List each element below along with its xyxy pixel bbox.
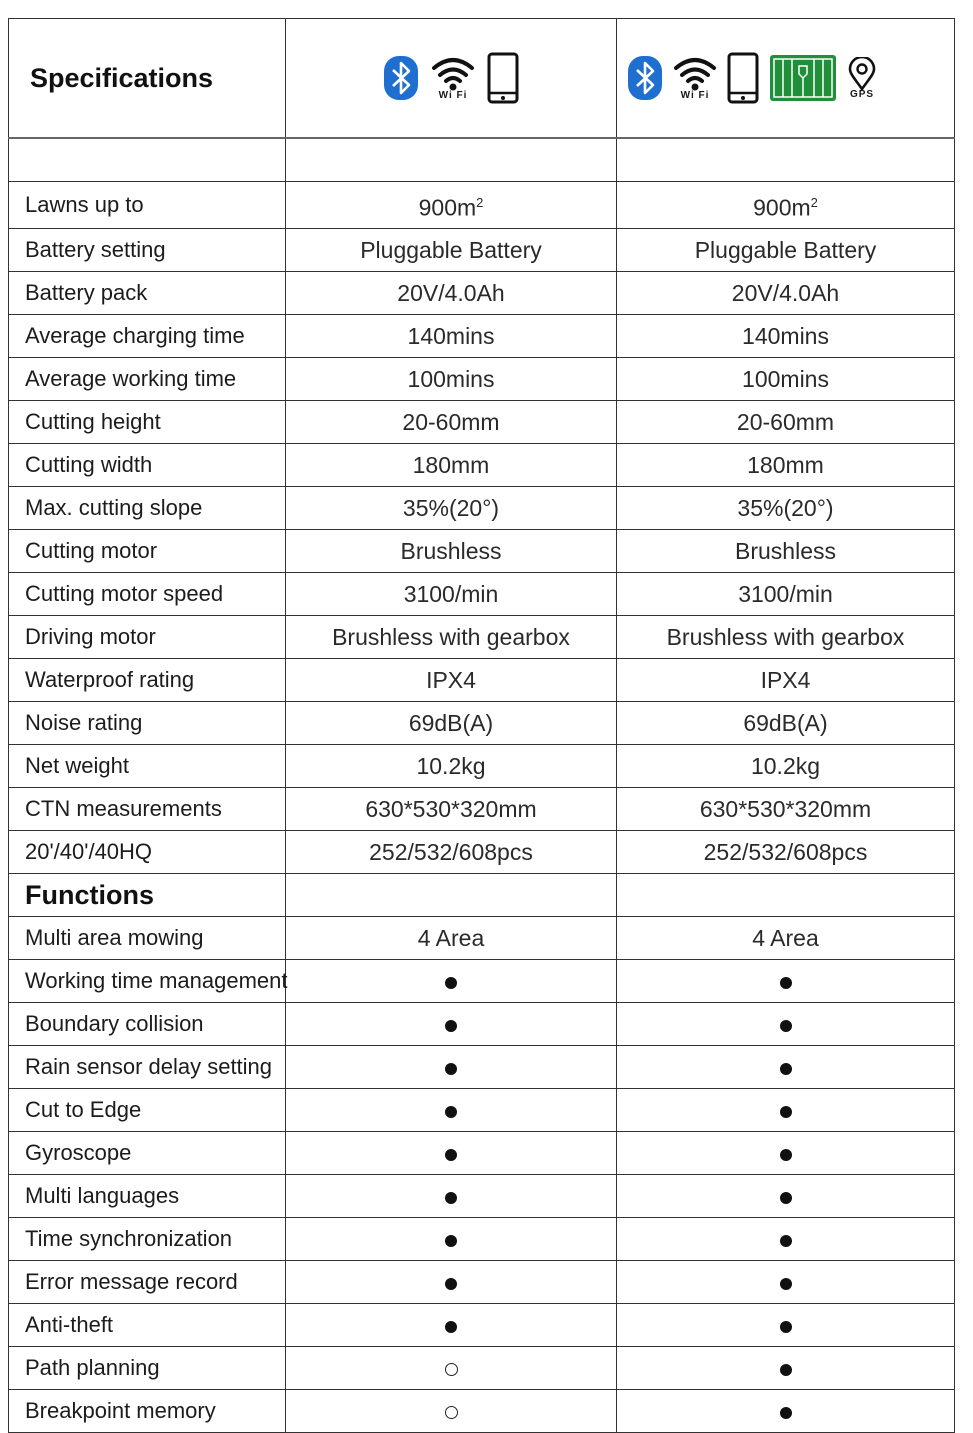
spec-label-text: Lawns up to xyxy=(25,191,144,217)
function-label-text: Gyroscope xyxy=(25,1140,132,1166)
spec-value-text: 100mins xyxy=(407,366,495,393)
function-value-a xyxy=(286,1089,617,1132)
function-row xyxy=(9,1132,955,1175)
spec-table xyxy=(8,18,955,1433)
function-label-text: Error message record xyxy=(25,1269,238,1295)
function-value-a xyxy=(286,1003,617,1046)
superscript: 2 xyxy=(810,194,818,210)
bluetooth-icon xyxy=(627,55,663,101)
function-row xyxy=(9,1218,955,1261)
function-label xyxy=(9,1046,286,1089)
function-label xyxy=(9,1261,286,1304)
function-value-b xyxy=(617,960,955,1003)
spec-value-text: Brushless with gearbox xyxy=(666,624,905,651)
spec-label-text: Driving motor xyxy=(25,624,156,650)
filled-dot-icon xyxy=(780,1020,792,1032)
spec-row xyxy=(9,702,955,745)
spec-value-text: 35%(20°) xyxy=(402,495,500,522)
function-value-b xyxy=(617,1046,955,1089)
spec-value-text: IPX4 xyxy=(426,667,476,694)
function-label xyxy=(9,1304,286,1347)
function-label xyxy=(9,1175,286,1218)
function-label xyxy=(9,1132,286,1175)
spec-row xyxy=(9,181,955,229)
wifi-label: Wi Fi xyxy=(438,89,468,101)
spec-row xyxy=(9,831,955,874)
spec-row xyxy=(9,573,955,616)
spec-value-a xyxy=(286,831,617,874)
spec-value-a xyxy=(286,745,617,788)
function-label-text: Anti-theft xyxy=(25,1312,114,1338)
function-value-a xyxy=(286,960,617,1003)
map-grid-icon xyxy=(769,54,837,102)
spec-label-text: Max. cutting slope xyxy=(25,495,203,521)
function-value-b xyxy=(617,1347,955,1390)
function-value-b xyxy=(617,917,955,960)
spec-label-text: CTN measurements xyxy=(25,796,222,822)
spec-value-text: 20V/4.0Ah xyxy=(397,280,505,307)
function-label xyxy=(9,1347,286,1390)
spec-value-text: 10.2kg xyxy=(750,753,821,780)
function-label-text: Multi area mowing xyxy=(25,925,204,951)
filled-dot-icon xyxy=(780,1407,792,1419)
spec-value-a xyxy=(286,272,617,315)
spec-row xyxy=(9,272,955,315)
empty-cell xyxy=(617,874,955,917)
filled-dot-icon xyxy=(780,1321,792,1333)
spec-value-text: 3100/min xyxy=(403,581,499,608)
superscript: 2 xyxy=(476,194,484,210)
function-value-a xyxy=(286,1046,617,1089)
function-row xyxy=(9,1347,955,1390)
spec-label-text: Average charging time xyxy=(25,323,245,349)
spec-label xyxy=(9,358,286,401)
spec-row xyxy=(9,401,955,444)
spec-value-b xyxy=(617,401,955,444)
function-row xyxy=(9,1175,955,1218)
function-label-text: Working time management xyxy=(25,968,288,994)
filled-dot-icon xyxy=(780,1278,792,1290)
wifi-icon xyxy=(431,56,475,101)
function-label-text: Cut to Edge xyxy=(25,1097,142,1123)
spec-label xyxy=(9,181,286,229)
spec-value-text: 20-60mm xyxy=(736,409,835,436)
spec-value-text: 252/532/608pcs xyxy=(703,839,868,866)
function-value-text: 4 Area xyxy=(752,925,819,952)
filled-dot-icon xyxy=(445,1235,457,1247)
function-value-a xyxy=(286,1261,617,1304)
gps-pin-icon xyxy=(847,57,877,100)
spec-label-text: Cutting height xyxy=(25,409,161,435)
function-value-b xyxy=(617,1304,955,1347)
spacer-cell xyxy=(9,138,286,181)
function-value-a xyxy=(286,1347,617,1390)
spacer-cell xyxy=(286,138,617,181)
function-label-text: Rain sensor delay setting xyxy=(25,1054,273,1080)
spec-label-text: Cutting motor xyxy=(25,538,158,564)
spec-value-text: 69dB(A) xyxy=(743,710,828,737)
function-value-b xyxy=(617,1218,955,1261)
spec-value-a xyxy=(286,358,617,401)
spec-label xyxy=(9,659,286,702)
spec-row xyxy=(9,358,955,401)
spec-value-text: 100mins xyxy=(742,366,829,393)
filled-dot-icon xyxy=(445,1321,457,1333)
open-circle-icon xyxy=(445,1363,458,1376)
spec-value-text: 35%(20°) xyxy=(737,495,834,522)
filled-dot-icon xyxy=(780,1192,792,1204)
gps-label: GPS xyxy=(849,88,875,100)
spec-label-text: Cutting width xyxy=(25,452,153,478)
spec-value-a xyxy=(286,181,617,229)
function-label-text: Multi languages xyxy=(25,1183,180,1209)
spec-value-text: Pluggable Battery xyxy=(360,237,542,264)
spacer-row xyxy=(9,138,955,181)
spec-value-b xyxy=(617,659,955,702)
empty-cell xyxy=(286,874,617,917)
function-value-a xyxy=(286,1175,617,1218)
function-label-text: Path planning xyxy=(25,1355,160,1381)
function-label xyxy=(9,917,286,960)
spec-value-a xyxy=(286,702,617,745)
phone-icon xyxy=(487,52,519,104)
spec-label-text: Waterproof rating xyxy=(25,667,195,693)
filled-dot-icon xyxy=(780,1364,792,1376)
spec-value-text: 630*530*320mm xyxy=(699,796,872,823)
spec-label-text: Net weight xyxy=(25,753,129,779)
filled-dot-icon xyxy=(445,977,457,989)
spec-value-text: 900m xyxy=(753,194,811,221)
function-value-b xyxy=(617,1089,955,1132)
function-value-a xyxy=(286,1304,617,1347)
spec-label xyxy=(9,229,286,272)
function-row xyxy=(9,917,955,960)
spec-row xyxy=(9,530,955,573)
spec-value-a xyxy=(286,229,617,272)
function-label-text: Boundary collision xyxy=(25,1011,204,1037)
spec-value-text: 20-60mm xyxy=(402,409,500,436)
filled-dot-icon xyxy=(445,1063,457,1075)
wifi-label: Wi Fi xyxy=(680,89,710,101)
spec-value-a xyxy=(286,315,617,358)
filled-dot-icon xyxy=(445,1020,457,1032)
spec-value-text: 180mm xyxy=(412,452,490,479)
model-a-icons xyxy=(286,19,617,139)
function-row xyxy=(9,1046,955,1089)
spec-row xyxy=(9,315,955,358)
page-title: Specifications xyxy=(9,19,286,139)
spec-label xyxy=(9,573,286,616)
filled-dot-icon xyxy=(445,1278,457,1290)
spec-label xyxy=(9,272,286,315)
filled-dot-icon xyxy=(780,1106,792,1118)
spec-label-text: Battery setting xyxy=(25,237,166,263)
function-row xyxy=(9,1261,955,1304)
spec-label xyxy=(9,530,286,573)
spec-value-a xyxy=(286,659,617,702)
spec-value-text: 180mm xyxy=(747,452,824,479)
spec-label xyxy=(9,745,286,788)
function-row xyxy=(9,1003,955,1046)
spec-value-b xyxy=(617,181,955,229)
spec-value-b xyxy=(617,573,955,616)
spec-row xyxy=(9,487,955,530)
function-row xyxy=(9,1390,955,1433)
function-value-b xyxy=(617,1175,955,1218)
spec-value-text: IPX4 xyxy=(760,667,811,694)
filled-dot-icon xyxy=(445,1149,457,1161)
spec-value-text: 10.2kg xyxy=(416,753,486,780)
spec-value-text: 252/532/608pcs xyxy=(369,839,533,866)
bluetooth-icon xyxy=(383,55,419,101)
spec-label-text: Battery pack xyxy=(25,280,148,306)
header-row xyxy=(9,19,955,139)
spec-value-text: 140mins xyxy=(407,323,495,350)
filled-dot-icon xyxy=(780,1149,792,1161)
spec-label-text: Cutting motor speed xyxy=(25,581,224,607)
spec-label xyxy=(9,702,286,745)
function-value-a xyxy=(286,1132,617,1175)
wifi-icon xyxy=(673,56,717,101)
function-value-b xyxy=(617,1261,955,1304)
function-label xyxy=(9,960,286,1003)
spec-label-text: Average working time xyxy=(25,366,237,392)
spec-value-b xyxy=(617,616,955,659)
spec-value-b xyxy=(617,702,955,745)
spec-label xyxy=(9,831,286,874)
spec-row xyxy=(9,616,955,659)
filled-dot-icon xyxy=(780,977,792,989)
function-value-a xyxy=(286,1218,617,1261)
spec-value-text: 630*530*320mm xyxy=(365,796,537,823)
spec-row xyxy=(9,788,955,831)
spec-value-b xyxy=(617,315,955,358)
spec-value-b xyxy=(617,788,955,831)
spec-label xyxy=(9,788,286,831)
phone-icon xyxy=(727,52,759,104)
spec-label-text: Noise rating xyxy=(25,710,143,736)
filled-dot-icon xyxy=(780,1063,792,1075)
spec-value-text: 140mins xyxy=(742,323,829,350)
filled-dot-icon xyxy=(445,1192,457,1204)
function-label xyxy=(9,1003,286,1046)
spec-row xyxy=(9,444,955,487)
spec-value-text: Brushless with gearbox xyxy=(332,624,570,651)
function-value-b xyxy=(617,1132,955,1175)
spec-value-b xyxy=(617,831,955,874)
model-b-icons xyxy=(617,19,955,139)
function-value-b xyxy=(617,1003,955,1046)
function-value-text: 4 Area xyxy=(417,925,485,952)
spec-label xyxy=(9,616,286,659)
spec-value-a xyxy=(286,401,617,444)
section-title: Functions xyxy=(9,874,286,917)
spec-row xyxy=(9,745,955,788)
spec-value-a xyxy=(286,788,617,831)
spec-value-text: 900m xyxy=(418,194,477,221)
spec-label-text: 20'/40'/40HQ xyxy=(25,839,153,865)
spec-value-text: Brushless xyxy=(735,538,836,565)
spec-value-b xyxy=(617,358,955,401)
function-label xyxy=(9,1390,286,1433)
filled-dot-icon xyxy=(780,1235,792,1247)
spec-value-b xyxy=(617,745,955,788)
function-row xyxy=(9,1089,955,1132)
spec-value-a xyxy=(286,573,617,616)
spec-value-text: Brushless xyxy=(400,538,502,565)
spec-value-a xyxy=(286,444,617,487)
function-label xyxy=(9,1089,286,1132)
function-label-text: Breakpoint memory xyxy=(25,1398,216,1424)
function-label xyxy=(9,1218,286,1261)
spec-value-text: 3100/min xyxy=(738,581,833,608)
function-row xyxy=(9,1304,955,1347)
spec-row xyxy=(9,229,955,272)
filled-dot-icon xyxy=(445,1106,457,1118)
spec-label xyxy=(9,315,286,358)
function-value-b xyxy=(617,1390,955,1433)
spec-label xyxy=(9,401,286,444)
spec-label xyxy=(9,487,286,530)
spec-value-text: 69dB(A) xyxy=(408,710,494,737)
spec-value-text: 20V/4.0Ah xyxy=(731,280,840,307)
spec-value-b xyxy=(617,487,955,530)
spec-value-a xyxy=(286,487,617,530)
function-value-a xyxy=(286,917,617,960)
spec-value-b xyxy=(617,530,955,573)
spec-row xyxy=(9,659,955,702)
functions-header-row xyxy=(9,874,955,917)
spec-value-b xyxy=(617,229,955,272)
function-label-text: Time synchronization xyxy=(25,1226,233,1252)
spec-value-a xyxy=(286,530,617,573)
function-row xyxy=(9,960,955,1003)
spec-value-text: Pluggable Battery xyxy=(694,237,877,264)
spec-label xyxy=(9,444,286,487)
spec-value-a xyxy=(286,616,617,659)
function-value-a xyxy=(286,1390,617,1433)
spacer-cell xyxy=(617,138,955,181)
spec-value-b xyxy=(617,444,955,487)
spec-value-b xyxy=(617,272,955,315)
